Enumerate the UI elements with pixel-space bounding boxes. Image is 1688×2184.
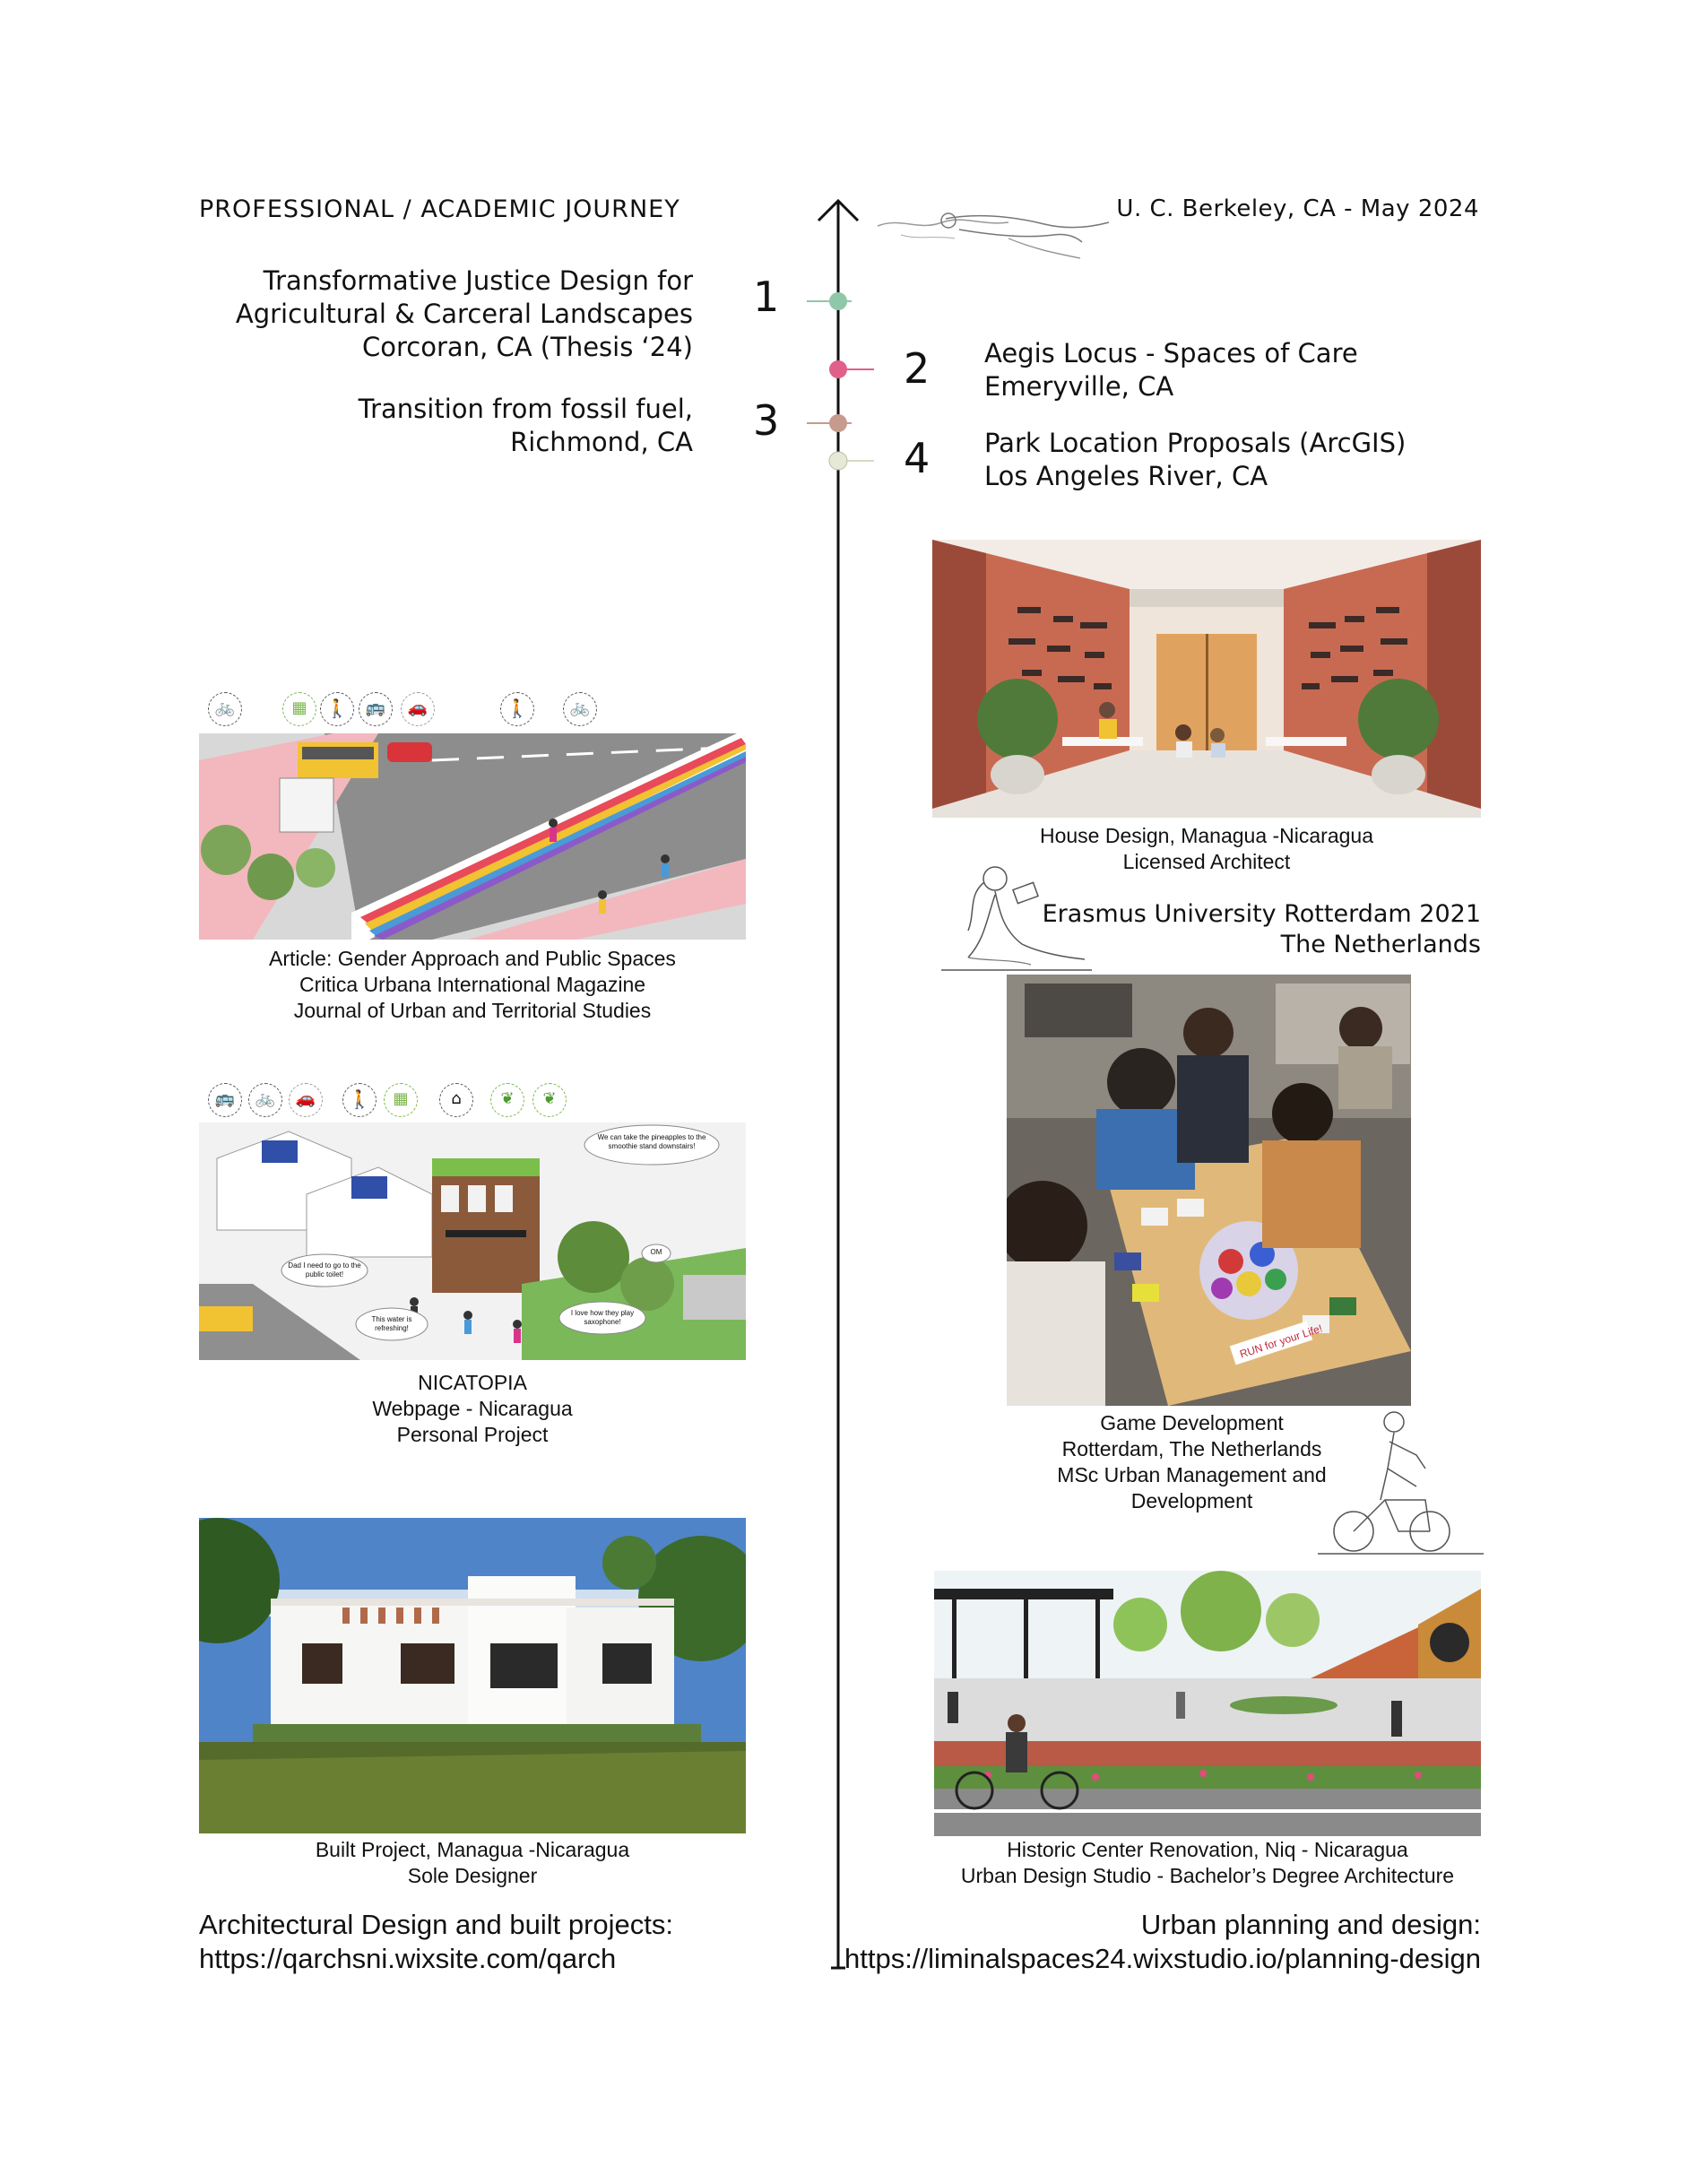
leaf-icon: ❦ (532, 1083, 567, 1117)
gender-icons-row (199, 692, 602, 728)
timeline-item-1-line-1: Transformative Justice Design for (263, 265, 693, 296)
pedestrian-icon: 🚶 (500, 692, 534, 726)
nicatopia-bubble-water: This water is refreshing! (371, 1315, 412, 1332)
car-icon: 🚗 (401, 692, 435, 726)
house-design-render-image (932, 540, 1481, 818)
historic-center-render-image (934, 1571, 1481, 1836)
built-project-caption (199, 1837, 746, 1889)
historic-center-caption-line-2: Urban Design Studio - Bachelor’s Degree Architecture (960, 1864, 1455, 1887)
timeline-number-2: 2 (904, 344, 931, 393)
bicycle-icon: 🚲 (563, 692, 597, 726)
cyclist-sketch-icon (1318, 1406, 1484, 1558)
house-design-caption-line-1: House Design, Managua -Nicaragua (1039, 824, 1374, 847)
architectural-design-label: Architectural Design and built projects: (199, 1909, 673, 1940)
location-date: U. C. Berkeley, CA - May 2024 (1116, 195, 1479, 222)
car-icon: 🚗 (289, 1083, 323, 1117)
game-board-text: RUN for your Life! (1238, 1322, 1324, 1361)
pedestrian-icon: 🚶 (320, 692, 354, 726)
nicatopia-bubble-toilet: Dad I need to go to the public toilet! (288, 1261, 361, 1278)
timeline-item-4[interactable] (984, 427, 1406, 493)
gender-public-space-illustration (199, 733, 746, 940)
timeline-number-3: 3 (753, 396, 780, 445)
nicatopia-caption-line-3: Personal Project (396, 1423, 549, 1446)
gender-caption-line-2: Critica Urbana International Magazine (299, 973, 646, 996)
gender-caption-line-3: Journal of Urban and Territorial Studies (293, 999, 652, 1022)
game-development-photo (1007, 975, 1411, 1406)
nicatopia-icons-row (199, 1083, 576, 1119)
erasmus-heading-line-1: Erasmus University Rotterdam 2021 (1042, 900, 1481, 928)
architectural-design-link[interactable]: https://qarchsni.wixsite.com/qarch (199, 1943, 617, 1974)
nicatopia-caption-line-1: NICATOPIA (418, 1371, 527, 1394)
game-caption-line-1: Game Development (1100, 1411, 1284, 1434)
timeline-marker-4 (807, 448, 879, 473)
bus-icon: 🚌 (359, 692, 393, 726)
timeline-marker-3 (807, 411, 879, 436)
pedestrian-icon: 🚶 (342, 1083, 377, 1117)
timeline-item-4-line-2: Los Angeles River, CA (984, 461, 1268, 491)
historic-center-caption-line-1: Historic Center Renovation, Niq - Nicaragua (1007, 1838, 1408, 1861)
timeline-item-4-line-1: Park Location Proposals (ArcGIS) (984, 428, 1407, 458)
timeline-item-1-line-3: Corcoran, CA (Thesis ‘24) (362, 332, 693, 362)
built-project-caption-line-2: Sole Designer (407, 1864, 538, 1887)
nicatopia-bubble-om: OM (650, 1248, 662, 1256)
solar-panel-icon: ▦ (384, 1083, 418, 1117)
solar-panel-icon: ▦ (282, 692, 316, 726)
erasmus-heading-line-2: The Netherlands (1280, 931, 1481, 958)
timeline-number-1: 1 (753, 273, 780, 321)
nicatopia-caption-line-2: Webpage - Nicaragua (372, 1397, 573, 1420)
timeline-item-1-line-2: Agricultural & Carceral Landscapes (235, 299, 693, 329)
leaf-icon: ❦ (490, 1083, 524, 1117)
nicatopia-bubble-saxophone: I love how they play saxophone! (570, 1309, 635, 1326)
timeline-item-2-line-1: Aegis Locus - Spaces of Care (984, 338, 1358, 368)
timeline-item-3[interactable] (359, 393, 693, 459)
house-icon: ⌂ (439, 1083, 473, 1117)
swimmer-sketch-icon (874, 199, 1112, 264)
game-caption-line-4: Development (1130, 1489, 1253, 1512)
page-title: PROFESSIONAL / ACADEMIC JOURNEY (199, 195, 680, 223)
game-caption-line-3: MSc Urban Management and (1057, 1463, 1327, 1486)
game-caption-line-2: Rotterdam, The Netherlands (1061, 1437, 1322, 1460)
footer-right (844, 1908, 1481, 1976)
built-project-caption-line-1: Built Project, Managua -Nicaragua (315, 1838, 630, 1861)
built-project-photo (199, 1518, 746, 1833)
timeline-item-3-line-2: Richmond, CA (510, 427, 693, 457)
erasmus-heading (1043, 899, 1481, 960)
timeline-item-3-line-1: Transition from fossil fuel, (358, 394, 693, 424)
timeline-marker-1 (807, 289, 879, 314)
bicycle-icon: 🚲 (248, 1083, 282, 1117)
urban-planning-label: Urban planning and design: (1140, 1909, 1481, 1940)
gender-article-caption (199, 946, 746, 1024)
urban-planning-link[interactable]: https://liminalspaces24.wixstudio.io/planning-design (844, 1943, 1481, 1974)
footer-left (199, 1908, 673, 1976)
timeline-marker-2 (807, 357, 879, 382)
timeline-item-1[interactable] (236, 264, 693, 364)
timeline-item-2-line-2: Emeryville, CA (984, 371, 1174, 402)
historic-center-caption (934, 1837, 1481, 1889)
nicatopia-bubble-pineapples: We can take the pineapples to the smoothie stand downstairs! (597, 1133, 706, 1150)
bicycle-icon: 🚲 (208, 692, 242, 726)
timeline-item-2[interactable] (984, 337, 1358, 403)
gender-caption-line-1: Article: Gender Approach and Public Spaces (269, 947, 676, 970)
nicatopia-caption (199, 1370, 746, 1448)
timeline-number-4: 4 (904, 434, 931, 482)
bus-icon: 🚌 (208, 1083, 242, 1117)
nicatopia-illustration (199, 1122, 746, 1360)
house-design-caption-line-2: Licensed Architect (1122, 850, 1291, 873)
